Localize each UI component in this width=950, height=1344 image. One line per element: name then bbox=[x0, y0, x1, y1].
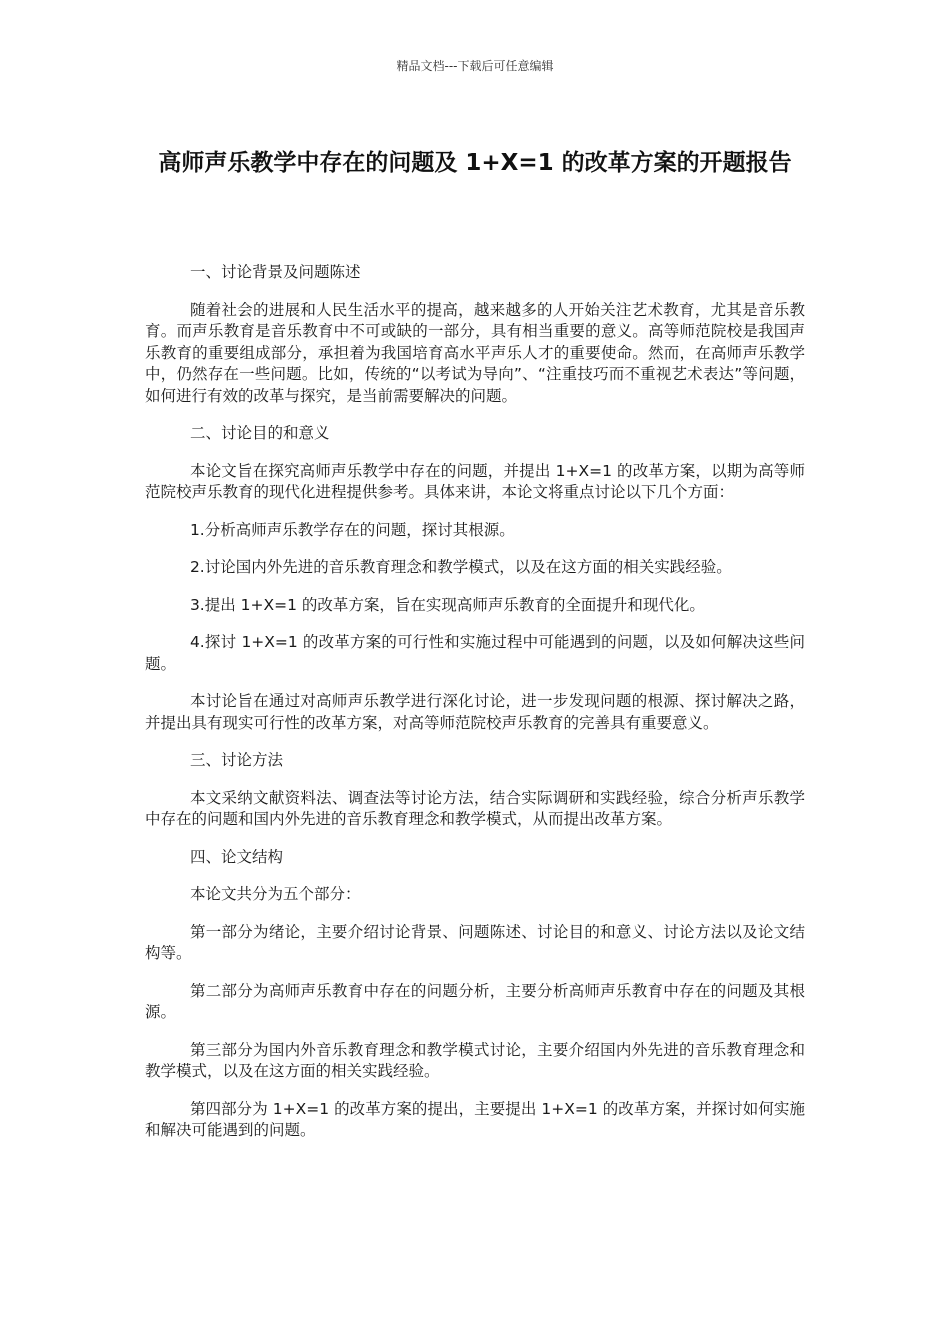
paragraph: 本讨论旨在通过对高师声乐教学进行深化讨论，进一步发现问题的根源、探讨解决之路，并提出具有现实可行性的改革方案，对高等师范院校声乐教育的完善具有重要意义。 bbox=[145, 692, 805, 732]
paragraph: 第二部分为高师声乐教育中存在的问题分析，主要分析高师声乐教育中存在的问题及其根源。 bbox=[145, 981, 805, 1021]
list-item: 2.讨论国内外先进的音乐教育理念和教学模式，以及在这方面的相关实践经验。 bbox=[189, 558, 732, 576]
paragraph: 第四部分为 1+X=1 的改革方案的提出，主要提出 1+X=1 的改革方案，并探讨如何实施和解决可能遇到的问题。 bbox=[145, 1099, 805, 1139]
section-heading-purpose: 二、讨论目的和意义 bbox=[189, 424, 330, 442]
document-title: 高师声乐教学中存在的问题及 1+X=1 的改革方案的开题报告 bbox=[158, 150, 792, 176]
paragraph: 本论文旨在探究高师声乐教学中存在的问题，并提出 1+X=1 的改革方案，以期为高等师范院校声乐教育的现代化进程提供参考。具体来讲，本论文将重点讨论以下几个方面： bbox=[145, 461, 805, 501]
list-item: 1.分析高师声乐教学存在的问题，探讨其根源。 bbox=[189, 520, 515, 539]
list-item: 3.提出 1+X=1 的改革方案，旨在实现高师声乐教育的全面提升和现代化。 bbox=[189, 595, 705, 614]
section-heading-background: 一、讨论背景及问题陈述 bbox=[189, 263, 361, 281]
paragraph: 随着社会的进展和人民生活水平的提高，越来越多的人开始关注艺术教育，尤其是音乐教育。而声乐教育是音乐教育中不可或缺的一部分，具有相当重要的意义。高等师范院校是我国声乐教育的重要组成部分，承担着为我国培育高水平声乐人才的重要使命。然而，在高师声乐教学中，仍然存在一些问题。比如，传统的“以考试为导向”、“注重技巧而不重视艺术表达”等问题，如何进行有效的改革与探究，是当前需要解决的问题。 bbox=[145, 300, 805, 405]
section-heading-structure: 四、论文结构 bbox=[189, 847, 283, 866]
paragraph: 第一部分为绪论，主要介绍讨论背景、问题陈述、讨论目的和意义、讨论方法以及论文结构等。 bbox=[145, 922, 805, 962]
document-body bbox=[145, 262, 805, 1158]
header-note: 精品文档---下载后可任意编辑 bbox=[396, 59, 554, 73]
section-heading-method: 三、讨论方法 bbox=[189, 751, 283, 769]
list-item: 4.探讨 1+X=1 的改革方案的可行性和实施过程中可能遇到的问题，以及如何解决这些问题。 bbox=[145, 633, 805, 673]
paragraph: 第三部分为国内外音乐教育理念和教学模式讨论，主要介绍国内外先进的音乐教育理念和教学模式，以及在这方面的相关实践经验。 bbox=[145, 1040, 805, 1080]
paragraph: 本论文共分为五个部分： bbox=[189, 885, 361, 903]
paragraph: 本文采纳文献资料法、调查法等讨论方法，结合实际调研和实践经验，综合分析声乐教学中存在的问题和国内外先进的音乐教育理念和教学模式，从而提出改革方案。 bbox=[145, 788, 805, 828]
